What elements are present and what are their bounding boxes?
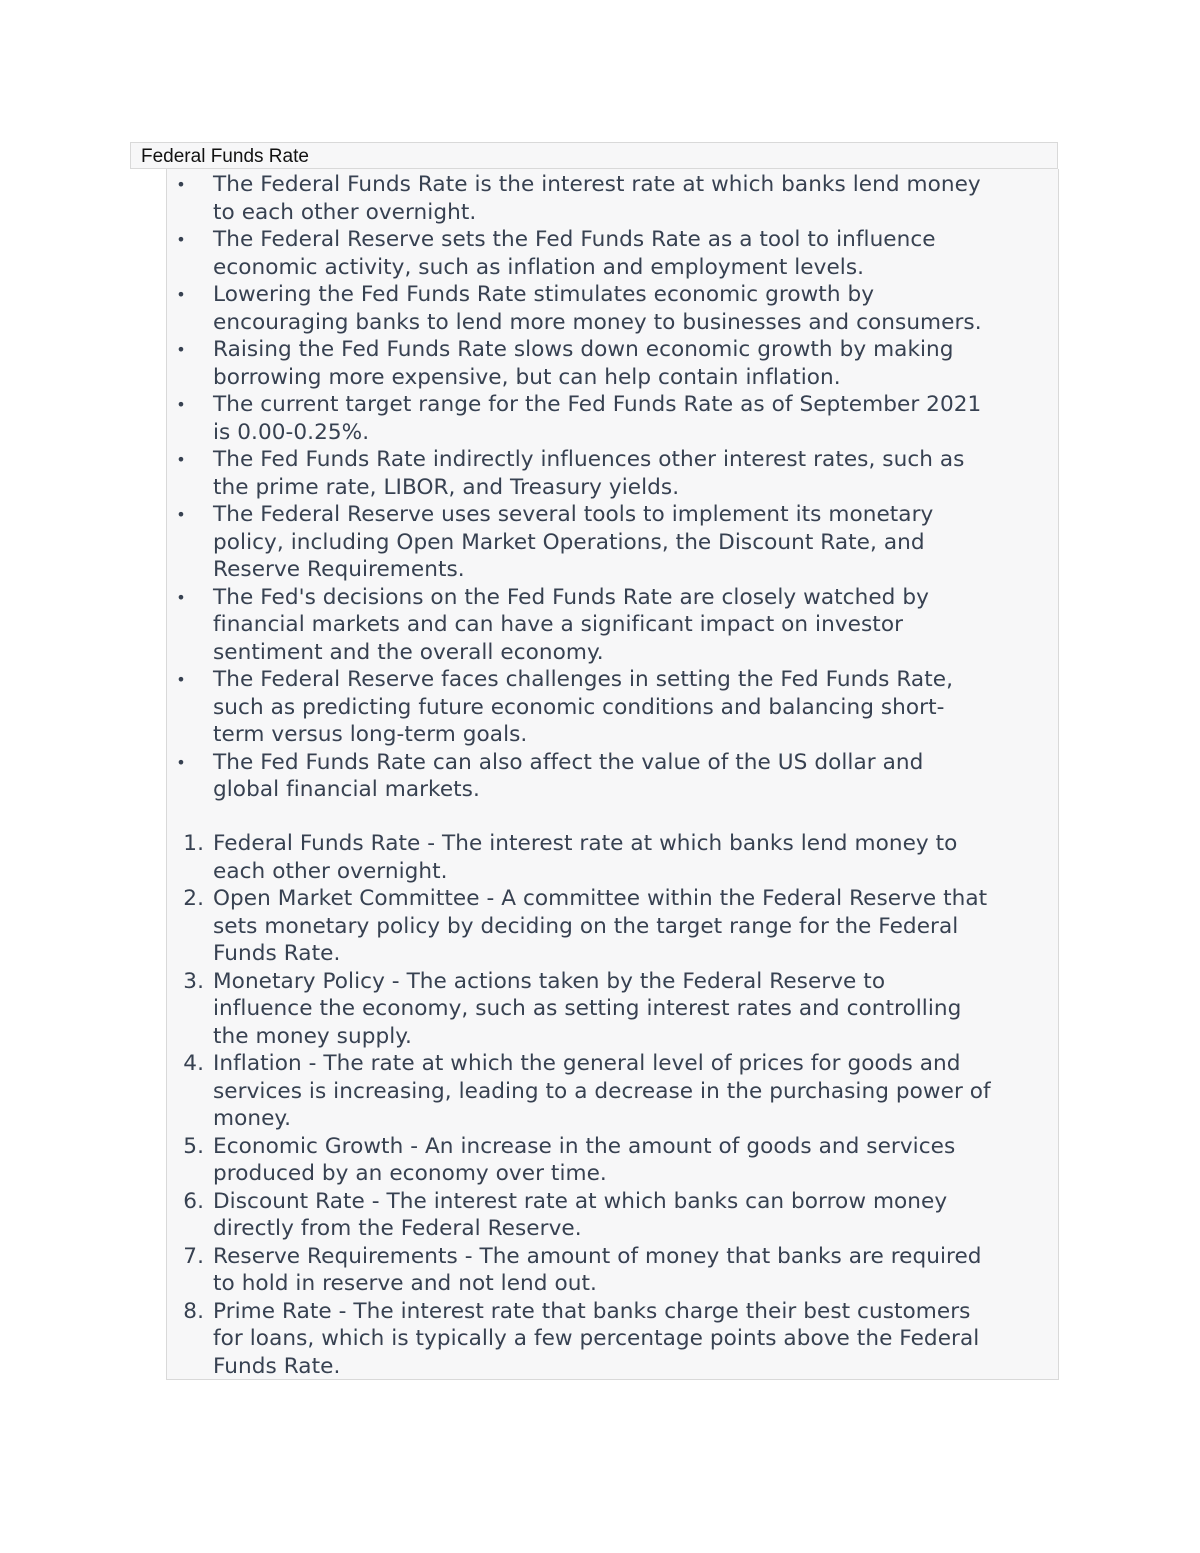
bullet-text-line: the prime rate, LIBOR, and Treasury yields. xyxy=(213,474,680,500)
bullet-item xyxy=(167,171,1060,226)
bullet-text-line: financial markets and can have a significant impact on investor xyxy=(213,612,904,637)
term-text-line: money. xyxy=(213,1106,292,1131)
bullet-marker: • xyxy=(176,230,186,249)
bullet-item xyxy=(167,749,1060,804)
term-number: 1. xyxy=(183,831,204,856)
term-text-line: Open Market Committee - A committee within the Federal Reserve that xyxy=(213,886,988,911)
bullet-item xyxy=(167,666,1060,749)
term-item xyxy=(167,1298,1060,1381)
term-text-line: influence the economy, such as setting interest rates and controlling xyxy=(213,996,962,1021)
document-title: Federal Funds Rate xyxy=(130,142,1058,169)
term-text-line: Inflation - The rate at which the general level of prices for goods and xyxy=(213,1051,961,1076)
bullet-marker: • xyxy=(176,587,186,607)
term-item xyxy=(167,1133,1060,1188)
bullet-text-line: to each other overnight. xyxy=(213,199,477,225)
term-number: 4. xyxy=(183,1051,204,1076)
bullet-text-line: The Fed Funds Rate indirectly influences other interest rates, such as xyxy=(213,447,965,472)
term-text-line: to hold in reserve and not lend out. xyxy=(213,1271,597,1296)
term-text-line: directly from the Federal Reserve. xyxy=(213,1216,582,1241)
term-text-line: services is increasing, leading to a decrease in the purchasing power of xyxy=(213,1078,991,1104)
bullet-text-line: term versus long-term goals. xyxy=(213,722,528,747)
term-text-line: each other overnight. xyxy=(213,858,448,884)
bullet-marker: • xyxy=(176,450,186,469)
bullet-item xyxy=(167,336,1060,391)
term-text-line: Prime Rate - The interest rate that banks charge their best customers xyxy=(213,1298,971,1324)
bullet-item xyxy=(167,446,1060,501)
term-text-line: Funds Rate. xyxy=(213,1353,341,1379)
term-number: 6. xyxy=(183,1188,204,1214)
bullet-item xyxy=(167,281,1060,336)
term-item xyxy=(167,885,1060,968)
term-number: 2. xyxy=(183,886,204,911)
bullet-text-line: The Fed Funds Rate can also affect the value of the US dollar and xyxy=(213,749,924,775)
term-text-line: Federal Funds Rate - The interest rate at which banks lend money to xyxy=(213,831,958,856)
term-number: 8. xyxy=(183,1298,204,1324)
bullet-item xyxy=(167,226,1060,281)
bullet-text-line: economic activity, such as inflation and employment levels. xyxy=(213,254,865,280)
bullet-text-line: is 0.00-0.25%. xyxy=(213,419,370,445)
bullet-text-line: Lowering the Fed Funds Rate stimulates economic growth by xyxy=(213,282,875,307)
bullet-text-line: encouraging banks to lend more money to businesses and consumers. xyxy=(213,309,982,335)
term-text-line: Discount Rate - The interest rate at which banks can borrow money xyxy=(213,1188,948,1214)
term-number: 5. xyxy=(183,1133,204,1159)
term-item xyxy=(167,1050,1060,1133)
numbered-term-list xyxy=(167,830,1060,1380)
bullet-marker: • xyxy=(176,505,186,524)
bullet-item xyxy=(167,391,1060,446)
bullet-marker: • xyxy=(176,340,186,359)
term-text-line: Economic Growth - An increase in the amount of goods and services xyxy=(213,1133,956,1159)
bullet-text-line: The Federal Funds Rate is the interest rate at which banks lend money xyxy=(213,172,981,197)
term-text-line: Reserve Requirements - The amount of money that banks are required xyxy=(213,1243,982,1269)
bullet-text-line: sentiment and the overall economy. xyxy=(213,639,604,665)
bullet-text-line: The current target range for the Fed Funds Rate as of September 2021 xyxy=(213,392,982,417)
bullet-marker: • xyxy=(176,752,186,772)
term-item xyxy=(167,1188,1060,1243)
term-text-line: Funds Rate. xyxy=(213,941,341,966)
term-text-line: Monetary Policy - The actions taken by the Federal Reserve to xyxy=(213,968,886,994)
term-item xyxy=(167,1243,1060,1298)
bullet-item xyxy=(167,501,1060,584)
bullet-text-line: global financial markets. xyxy=(213,777,480,802)
bullet-text-line: The Federal Reserve sets the Fed Funds Rate as a tool to influence xyxy=(213,227,936,252)
term-text-line: for loans, which is typically a few percentage points above the Federal xyxy=(213,1326,980,1351)
term-number: 3. xyxy=(183,968,204,994)
bullet-text-line: Raising the Fed Funds Rate slows down economic growth by making xyxy=(213,337,954,362)
bullet-item xyxy=(167,584,1060,667)
bullet-marker: • xyxy=(176,175,186,194)
bullet-marker: • xyxy=(176,395,186,414)
bullet-text-line: The Federal Reserve uses several tools to implement its monetary xyxy=(213,502,934,527)
term-text-line: the money supply. xyxy=(213,1023,412,1049)
bullet-list xyxy=(167,171,1060,804)
term-item xyxy=(167,968,1060,1051)
bullet-text-line: The Federal Reserve faces challenges in setting the Fed Funds Rate, xyxy=(213,667,953,692)
bullet-marker: • xyxy=(176,285,186,304)
bullet-text-line: The Fed's decisions on the Fed Funds Rate are closely watched by xyxy=(213,584,929,610)
term-text-line: sets monetary policy by deciding on the target range for the Federal xyxy=(213,913,959,939)
term-text-line: produced by an economy over time. xyxy=(213,1161,607,1186)
content-panel xyxy=(166,169,1059,1380)
term-item xyxy=(167,830,1060,885)
bullet-marker: • xyxy=(176,670,186,689)
bullet-text-line: Reserve Requirements. xyxy=(213,557,465,582)
bullet-text-line: such as predicting future economic conditions and balancing short- xyxy=(213,694,945,720)
term-number: 7. xyxy=(183,1243,204,1269)
bullet-text-line: policy, including Open Market Operations, the Discount Rate, and xyxy=(213,529,925,555)
bullet-text-line: borrowing more expensive, but can help contain inflation. xyxy=(213,364,841,390)
